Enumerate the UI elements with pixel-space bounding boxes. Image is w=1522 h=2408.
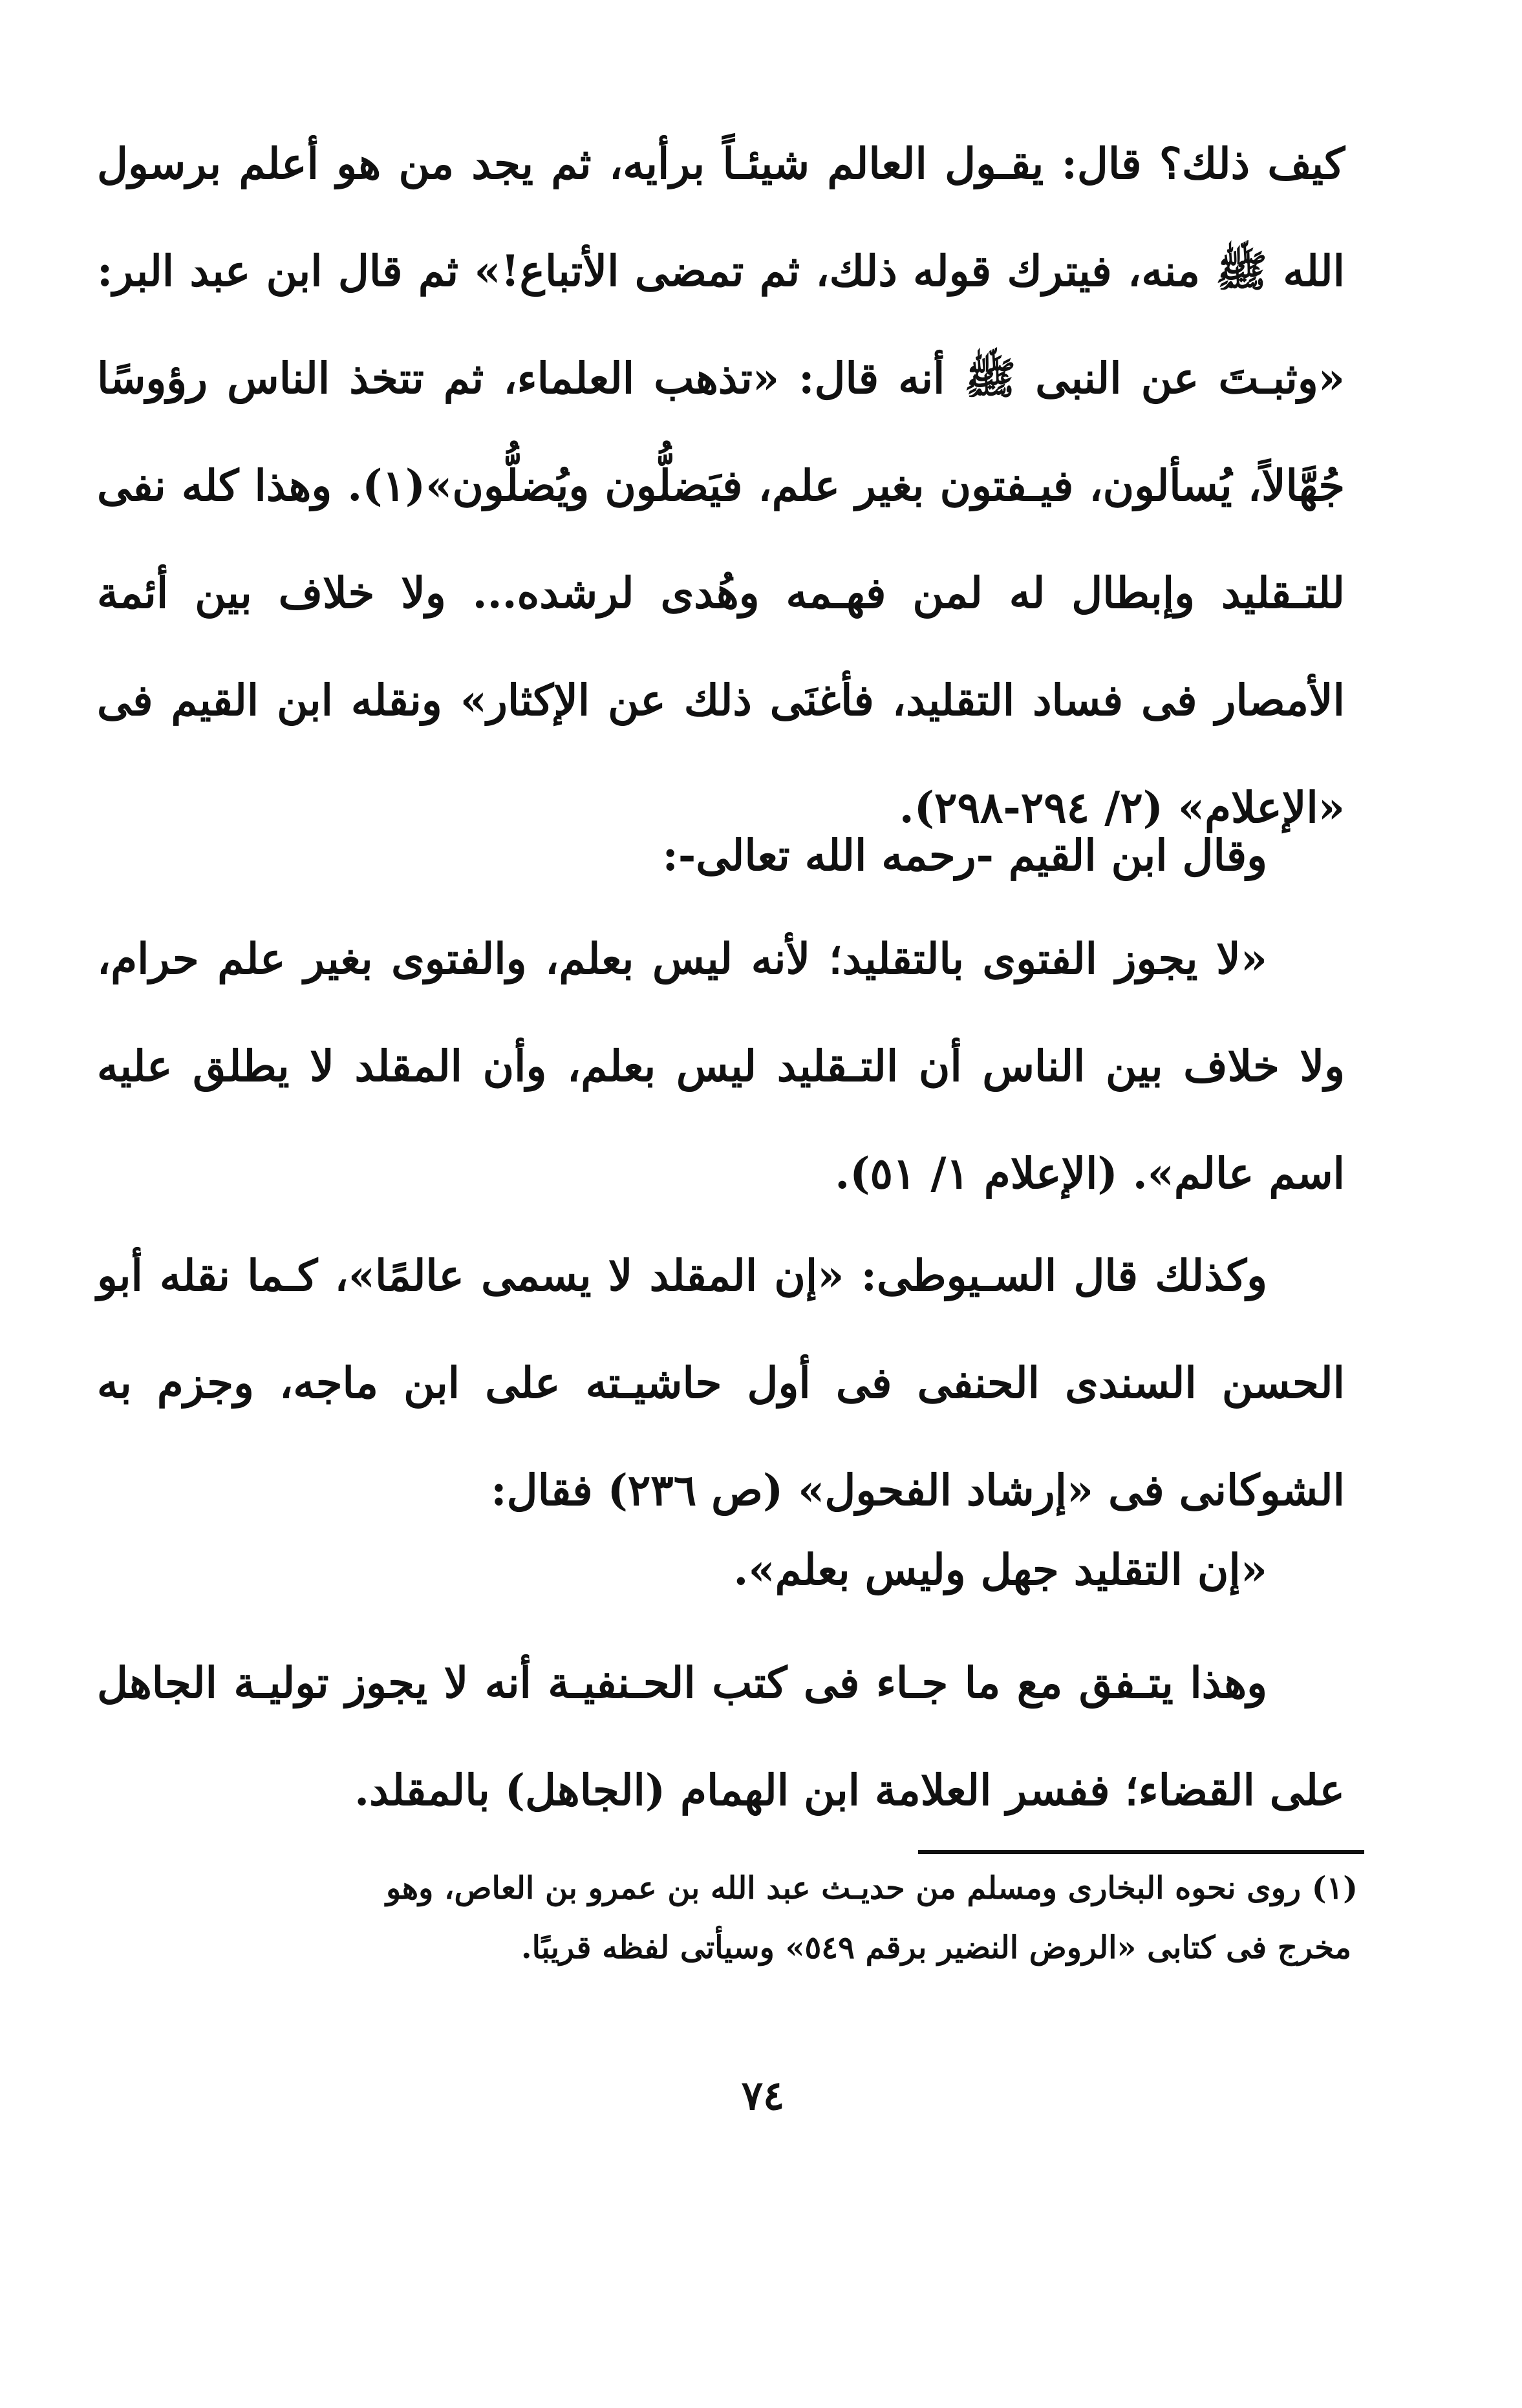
paragraph-ibn-al-qayyim-intro (97, 802, 1345, 909)
paragraph-text: وهذا يتـفق مع ما جـاء فى كتب الحـنفيـة أنه لا يجوز توليـة الجاهل على القضاء؛ ففسر العلامة ابن الهمام (الجاهل) بالمقلد. (97, 1657, 1345, 1815)
footnote-line: مخرج فى كتابى «الروض النضير برقم ٥٤٩» وسيأتى لفظه قريبًا. (520, 1930, 1351, 1966)
paragraph-text: «لا يجوز الفتوى بالتقليد؛ لأنه ليس بعلم، والفتوى بغير علم حرام، ولا خلاف بين الناس أن التـقليد ليس بعلم، وأن المقلد لا يطلق عليه اسم عالم». (الإعلام ١/ ٥١). (97, 933, 1345, 1199)
paragraph-hanafi-books (97, 1629, 1345, 1844)
paragraph-ibn-abd-al-barr-quote (97, 110, 1345, 861)
paragraph-ibn-al-qayyim-quote (97, 905, 1345, 1227)
paragraph-text: كيف ذلك؟ قال: يقـول العالم شيئـاً برأيه، ثم يجد من هو أعلم برسول الله ﷺ منه، فيترك قوله ذلك، ثم تمضى الأتباع!» ثم قال ابن عبد البر: «وثبـتَ عن النبى ﷺ أنه قال: «تذهب العلماء، ثم تتخذ الناس رؤوسًا جُهَّالاً، يُسألون، فيـفتون بغير علم، فيَضلُّون ويُضلُّون»(١). وهذا كله نفى للتـقليد وإبطال له لمن فهـمه وهُدى لرشده... ولا خلاف بين أئمة الأمصار فى فساد التقليد، فأغنَى ذلك عن الإكثار» ونقله ابن القيم فى «الإعلام» (٢/ ٢٩٤-٢٩٨). (97, 138, 1345, 833)
footnote-line: (١) روى نحوه البخارى ومسلم من حديـث عبد الله بن عمرو بن العاص، وهو (385, 1870, 1358, 1906)
paragraph-suyuti-quote (97, 1222, 1345, 1544)
paragraph-text: وقال ابن القيم -رحمه الله تعالى-: (662, 830, 1267, 880)
footnote (129, 1859, 1358, 1977)
paragraph-shawkani-quote (97, 1516, 1345, 1623)
paragraph-text: وكذلك قال السـيوطى: «إن المقلد لا يسمى عالمًا»، كـما نقله أبو الحسن السندى الحنفى فى أول حاشيـته على ابن ماجه، وجزم به الشوكانى فى «إرشاد الفحول» (ص ٢٣٦) فقال: (97, 1250, 1345, 1515)
paragraph-text: «إن التقليد جهل وليس بعلم». (733, 1544, 1267, 1595)
page-number: ٧٤ (741, 2072, 785, 2119)
footnote-separator (918, 1850, 1364, 1854)
